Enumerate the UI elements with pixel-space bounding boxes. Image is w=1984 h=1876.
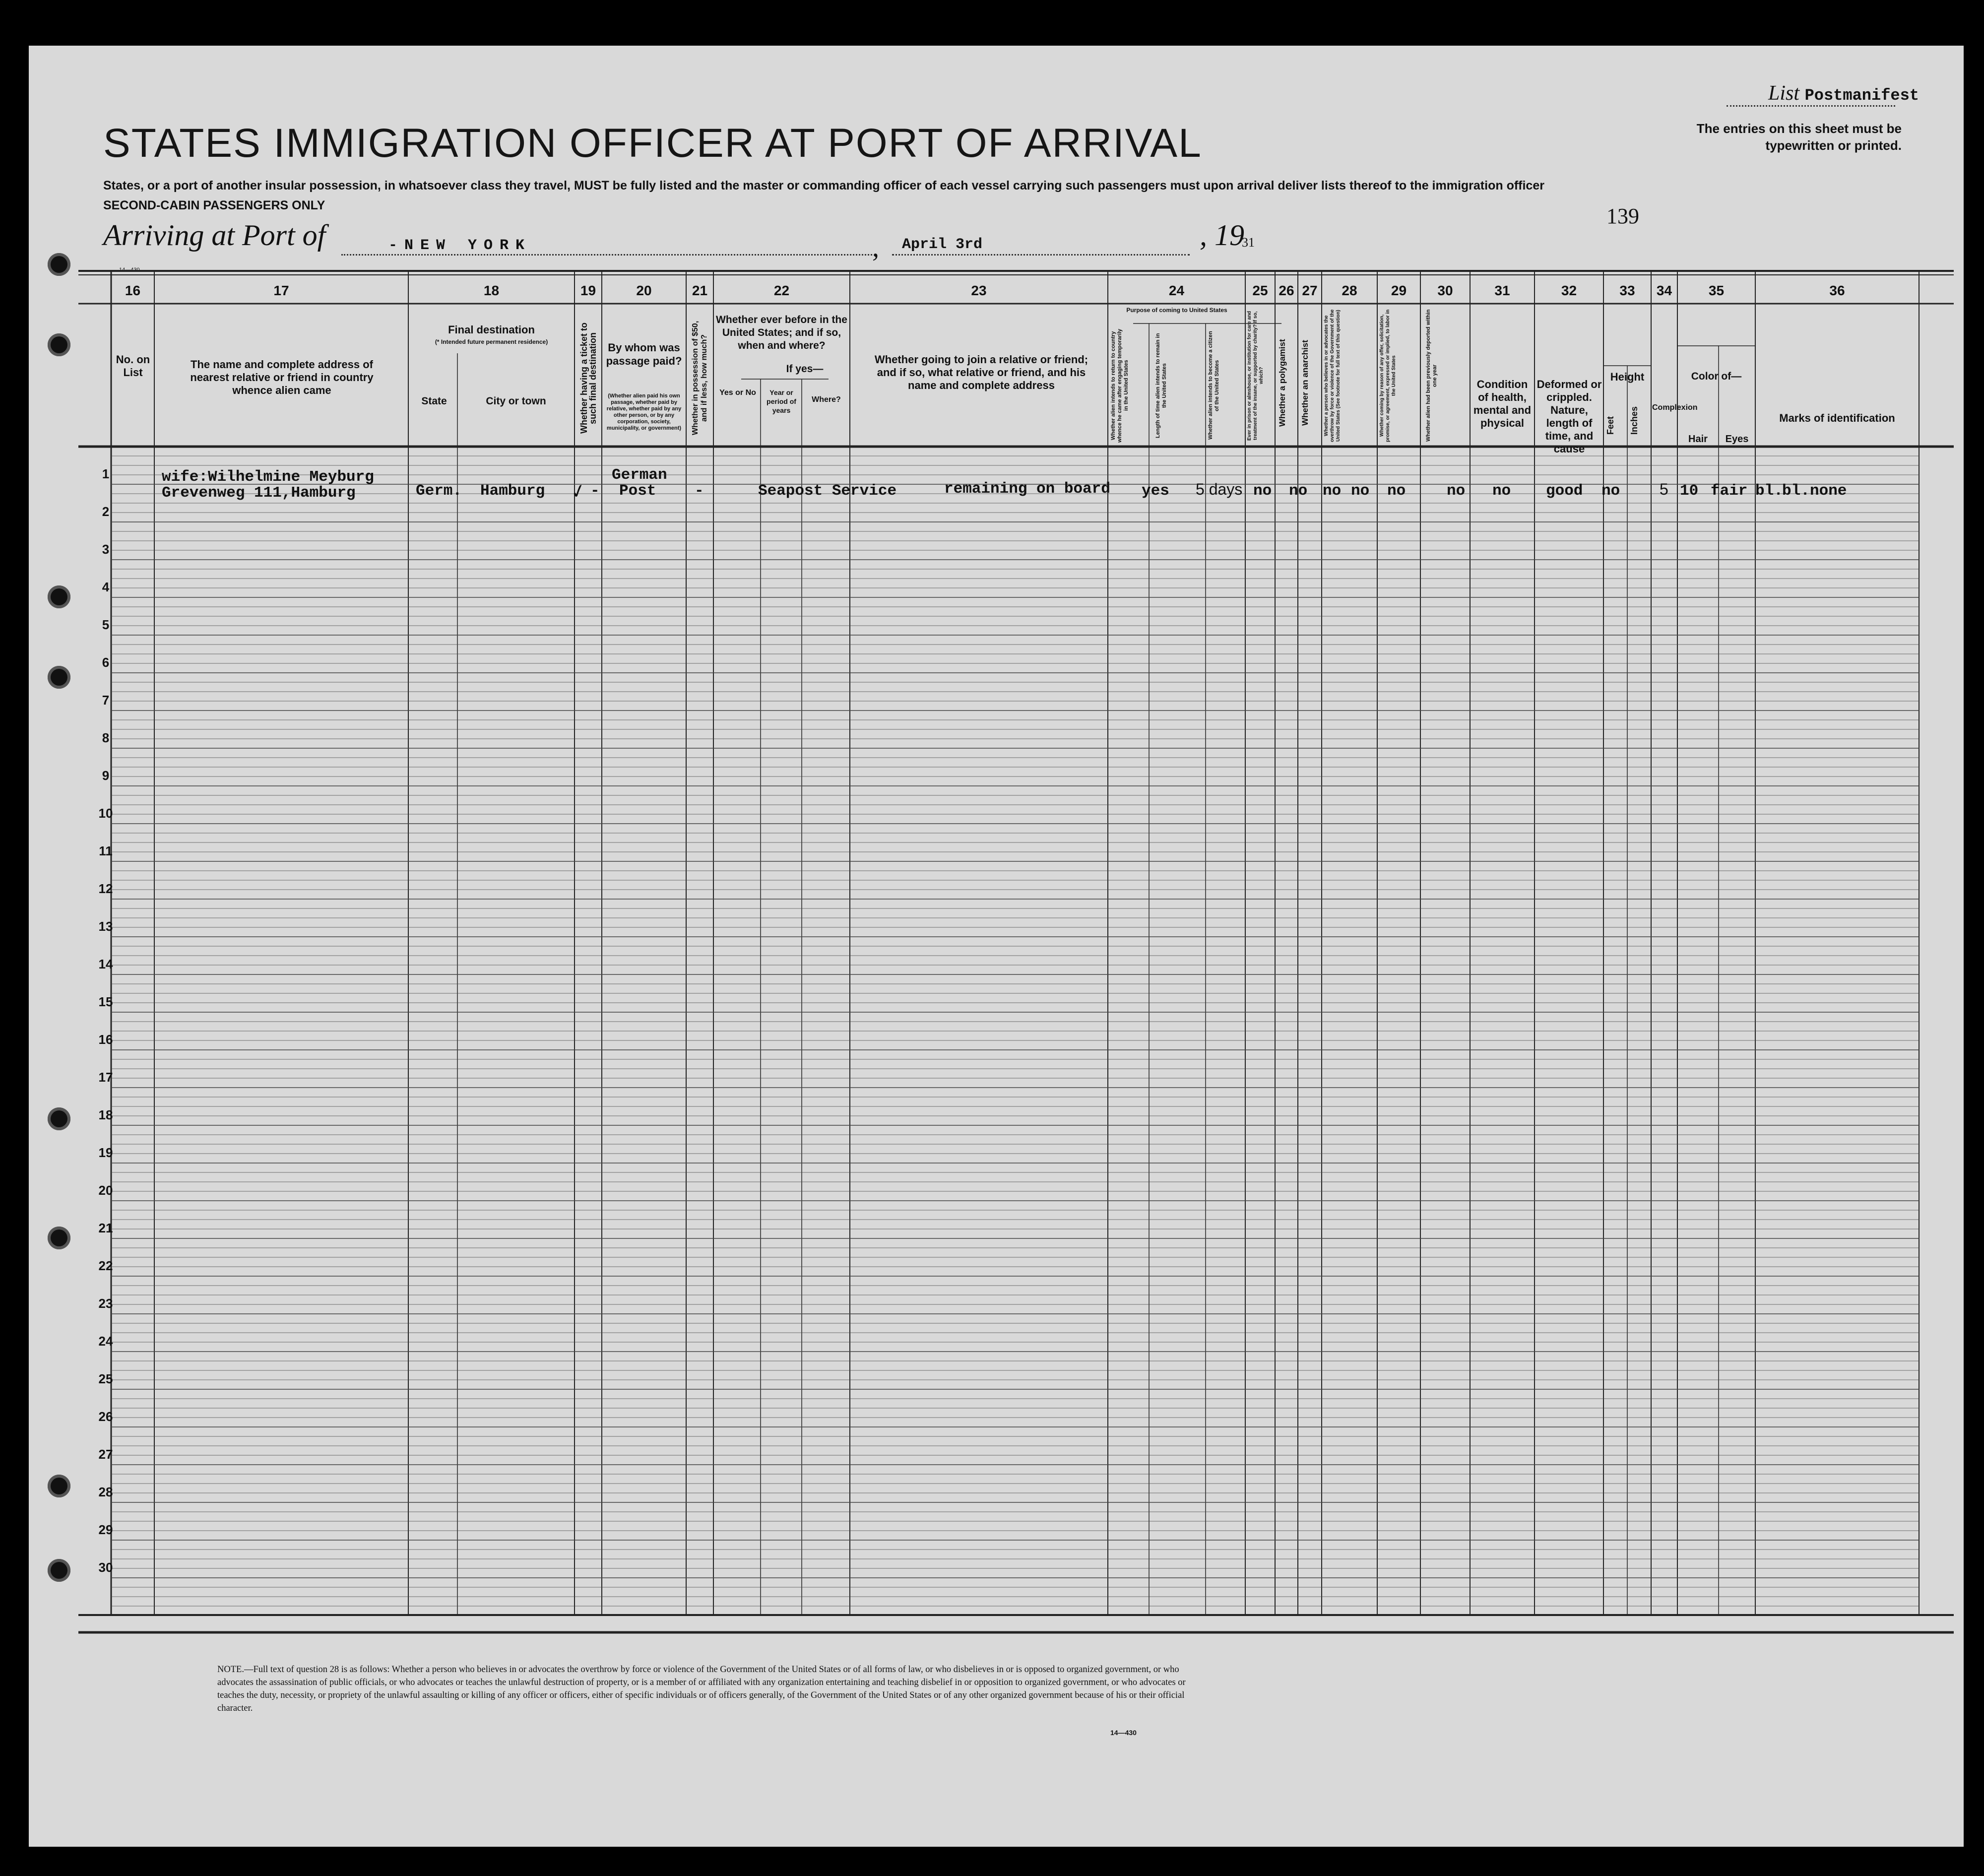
list-value: Postmanifest bbox=[1804, 86, 1919, 105]
manifest-sheet bbox=[29, 46, 1964, 1847]
header-city: City or town bbox=[486, 395, 546, 407]
entry-passage-line-2: Post bbox=[619, 482, 656, 500]
row-number: 1 bbox=[102, 466, 110, 481]
column-number: 29 bbox=[1391, 283, 1407, 298]
header-deformed: Deformed or crippled. Nature, length of time, and cause bbox=[1536, 378, 1602, 455]
header-final-destination-note: (* Intended future permanent residence) bbox=[435, 338, 548, 345]
entry-inches: 10 bbox=[1680, 482, 1699, 500]
port-value: -NEW YORK bbox=[388, 237, 532, 254]
header-color-of: Color of— bbox=[1691, 371, 1742, 382]
entry-relative-line-1: wife:Wilhelmine Meyburg bbox=[162, 468, 374, 486]
entry-join: Seapost Service bbox=[758, 482, 897, 500]
header-money: Whether in possession of $50, and if less, how much? bbox=[691, 321, 708, 436]
entry-complexion: fair bbox=[1711, 482, 1748, 500]
date-comma: , bbox=[872, 232, 879, 263]
instructions-line-2: SECOND-CABIN PASSENGERS ONLY bbox=[103, 198, 325, 212]
row-number: 16 bbox=[98, 1032, 113, 1047]
header-relative-address: The name and complete address of nearest relative or friend in country whence alien came bbox=[190, 358, 374, 396]
row-number: 17 bbox=[98, 1070, 113, 1085]
column-number: 23 bbox=[971, 283, 987, 298]
row-number: 24 bbox=[98, 1334, 113, 1349]
header-where: Where? bbox=[812, 395, 841, 404]
column-number: 33 bbox=[1619, 283, 1635, 298]
entry-eyes: bl. bbox=[1782, 482, 1810, 500]
row-number: 18 bbox=[98, 1107, 113, 1122]
header-eyes: Eyes bbox=[1725, 434, 1749, 445]
entry-city: Hamburg bbox=[480, 482, 545, 500]
column-number: 34 bbox=[1656, 283, 1672, 298]
row-number: 11 bbox=[99, 843, 113, 858]
entry-feet: 5 bbox=[1660, 480, 1668, 498]
header-inches: Inches bbox=[1629, 406, 1639, 435]
entry-anarchist: no bbox=[1351, 482, 1370, 500]
row-number: 12 bbox=[98, 881, 113, 896]
header-no-on-list: No. on List bbox=[116, 353, 150, 379]
row-number: 7 bbox=[102, 693, 110, 708]
instructions-line-1: States, or a port of another insular possession, in whatsoever class they travel, MUST be fully listed and the master or commanding officer of each vessel carrying such passengers must upon arrival deliver lists thereof to the immigration officer bbox=[103, 179, 1544, 193]
column-number: 18 bbox=[483, 283, 500, 298]
header-prison: Ever in prison or almshouse, or institution for care and treatment of the insane, or supported by charity? If so, which? bbox=[1247, 311, 1264, 441]
column-number: 32 bbox=[1561, 283, 1577, 298]
header-overthrow: Whether a person who believes in or advocates the overthrow by force or violence of the Government of the United States (See footnote for full text of this question) bbox=[1324, 309, 1341, 442]
header-deported: Whether alien had been previously deported within one year bbox=[1425, 309, 1438, 442]
column-number: 30 bbox=[1437, 283, 1453, 298]
header-purpose: Purpose of coming to United States bbox=[1126, 307, 1227, 314]
year-prefix: , 19 bbox=[1200, 219, 1244, 252]
entry-money: - bbox=[695, 482, 704, 500]
column-number: 24 bbox=[1168, 283, 1185, 298]
header-year-period: Year or period of years bbox=[767, 388, 796, 414]
column-number: 17 bbox=[273, 283, 289, 298]
header-anarchist: Whether an anarchist bbox=[1300, 340, 1310, 426]
header-passage-paid: By whom was passage paid? bbox=[606, 341, 682, 367]
header-state: State bbox=[421, 395, 447, 407]
column-number: 36 bbox=[1829, 283, 1845, 298]
column-number: 27 bbox=[1302, 283, 1318, 298]
row-number: 9 bbox=[102, 768, 110, 783]
form-code: 14—430 bbox=[1110, 1729, 1137, 1737]
manifest-grid bbox=[29, 46, 1964, 1847]
entry-overthrow: no bbox=[1387, 482, 1406, 500]
footnote-question-28: NOTE.—Full text of question 28 is as follows: Whether a person who believes in or advocates the overthrow by force or violence of the Government of the United States or of all forms of law, or who disbelieves in or is opposed to organized government, or who advocates the assassination of public officials, or who advocates or teaches the unlawful destruction of property, or is a member of or affiliated with any organization entertaining and teaching disbelief in or opposition to organized government, or who advocates or teaches the duty, necessity, or propriety of the unlawful assaulting or killing of any officer or officers, either of specific individuals or of officers generally, of the Government of the United States or of any other organized government because of his or their official character. bbox=[217, 1665, 1186, 1713]
header-before-in-us: Whether ever before in the United States; and if so, when and where? bbox=[716, 314, 847, 351]
column-number: 19 bbox=[580, 283, 596, 298]
entry-ticket-check: ✓ bbox=[568, 479, 589, 504]
entry-passage-line-1: German bbox=[612, 466, 667, 484]
row-number: 13 bbox=[98, 919, 113, 934]
column-number: 25 bbox=[1252, 283, 1268, 298]
entry-prison: no bbox=[1289, 482, 1308, 500]
date-value: April 3rd bbox=[902, 236, 983, 253]
row-number: 14 bbox=[98, 957, 113, 971]
header-if-yes: If yes— bbox=[786, 363, 824, 375]
entry-ticket-dash: - bbox=[590, 482, 600, 500]
column-number: 31 bbox=[1494, 283, 1510, 298]
column-number: 21 bbox=[692, 283, 708, 298]
page-title: STATES IMMIGRATION OFFICER AT PORT OF ARRIVAL bbox=[103, 121, 1202, 166]
header-complexion: Complexion bbox=[1652, 403, 1698, 412]
header-citizen-intent: Whether alien intends to become a citizen of the United States bbox=[1208, 331, 1220, 440]
entry-relative-line-2: Grevenweg 111,Hamburg bbox=[162, 484, 356, 502]
year-suffix: 31 bbox=[1242, 235, 1255, 250]
header-return-intent: Whether alien intends to return to country whence he came after engaging temporarily in the United States bbox=[1110, 328, 1129, 443]
header-polygamist: Whether a polygamist bbox=[1278, 339, 1287, 427]
column-number: 35 bbox=[1708, 283, 1725, 298]
entry-going-to: remaining on board bbox=[944, 480, 1110, 498]
row-number: 22 bbox=[98, 1258, 113, 1273]
row-number: 15 bbox=[98, 994, 113, 1009]
entry-deported: no bbox=[1492, 482, 1511, 500]
header-health: Condition of health, mental and physical bbox=[1473, 378, 1532, 429]
list-label-text: List bbox=[1768, 82, 1800, 105]
typewritten-note: The entries on this sheet must be typewritten or printed. bbox=[1696, 121, 1902, 153]
header-join-relative: Whether going to join a relative or friend; and if so, what relative or friend, and his name and complete address bbox=[874, 353, 1088, 391]
header-final-destination: Final destination bbox=[448, 323, 535, 336]
arriving-label: Arriving at Port of bbox=[103, 219, 326, 252]
row-number: 25 bbox=[98, 1371, 113, 1386]
form-code-top: 14—430 bbox=[119, 267, 140, 273]
header-hair: Hair bbox=[1688, 434, 1708, 445]
row-number: 19 bbox=[98, 1145, 113, 1160]
entry-labor: no bbox=[1447, 482, 1466, 500]
header-marks: Marks of identification bbox=[1779, 412, 1895, 424]
row-number: 28 bbox=[98, 1485, 113, 1499]
row-number: 4 bbox=[102, 580, 110, 594]
row-number: 30 bbox=[98, 1560, 113, 1575]
page-number: 139 bbox=[1606, 204, 1639, 228]
entry-polygamist: no bbox=[1323, 482, 1342, 500]
row-number: 21 bbox=[98, 1221, 113, 1235]
column-number: 26 bbox=[1279, 283, 1294, 298]
entry-health: good bbox=[1546, 482, 1583, 500]
column-number: 16 bbox=[125, 283, 141, 298]
row-number: 2 bbox=[102, 504, 110, 519]
row-number: 20 bbox=[98, 1183, 113, 1198]
row-number: 5 bbox=[102, 617, 110, 632]
header-labor: Whether coming by reason of any offer, solicitation, promise, or agreement, expressed or implied, to labor in the United States bbox=[1379, 309, 1397, 442]
header-passage-paid-note: (Whether alien paid his own passage, whether paid by relative, whether paid by any other person, or by any corporation, society, municipality, or government) bbox=[606, 393, 682, 431]
row-number: 8 bbox=[102, 730, 110, 745]
column-number: 20 bbox=[636, 283, 652, 298]
entry-deformed: no bbox=[1601, 482, 1620, 500]
entry-return: yes bbox=[1142, 482, 1169, 500]
row-number: 27 bbox=[98, 1447, 113, 1462]
header-yes-no: Yes or No bbox=[719, 388, 756, 397]
row-number: 23 bbox=[98, 1296, 113, 1311]
column-number: 28 bbox=[1342, 283, 1357, 298]
row-number: 10 bbox=[98, 806, 113, 821]
entry-state: Germ. bbox=[416, 482, 462, 500]
row-number: 6 bbox=[102, 655, 110, 670]
entry-citizen: no bbox=[1253, 482, 1272, 500]
row-number: 3 bbox=[102, 542, 110, 557]
header-feet: Feet bbox=[1605, 416, 1615, 435]
row-number: 26 bbox=[98, 1409, 113, 1424]
entry-marks: none bbox=[1810, 482, 1847, 500]
header-length-stay: Length of time alien intends to remain in the United States bbox=[1155, 333, 1167, 438]
header-ticket: Whether having a ticket to such final destination bbox=[579, 322, 598, 434]
header-height: Height bbox=[1610, 371, 1645, 383]
entry-hair: bl. bbox=[1755, 482, 1783, 500]
entry-length: 5 days bbox=[1196, 480, 1243, 498]
row-number: 29 bbox=[98, 1522, 113, 1537]
column-number: 22 bbox=[773, 283, 790, 298]
